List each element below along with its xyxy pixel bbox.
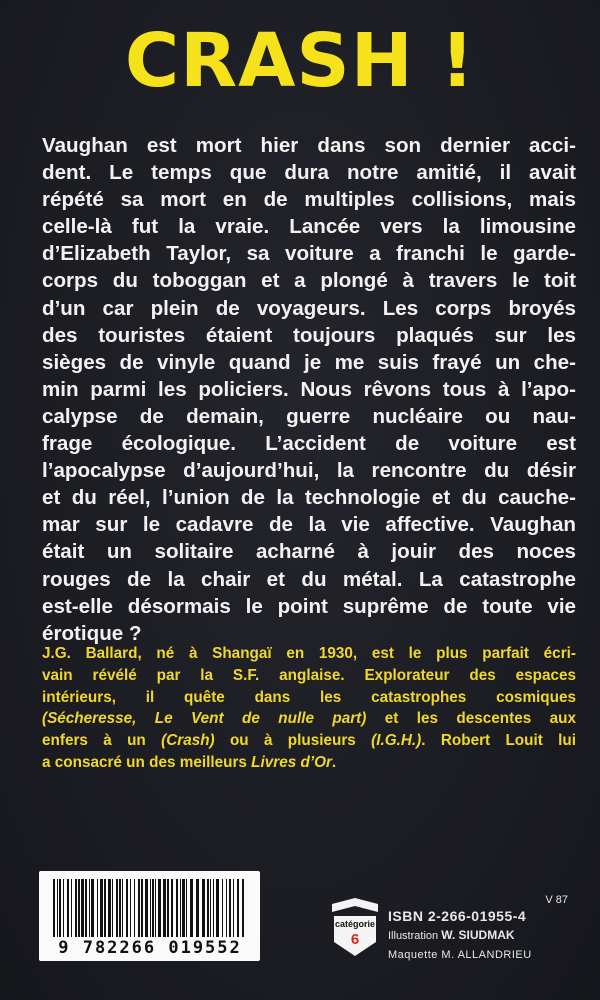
isbn: ISBN 2-266-01955-4 [388,908,527,924]
barcode-bar [112,879,113,937]
barcode-bar [122,879,123,937]
barcode-bar [196,879,199,937]
barcode [39,871,260,961]
illustration-credit [388,926,568,946]
blurb-line: Vaughan est mort hier dans son dernier acci- [42,134,576,157]
blurb-line: frage écologique. L’accident de voiture est [42,432,576,456]
illustration-label: Illustration [388,930,439,942]
blurb-line: calypse de demain, guerre nucléaire ou nau- [42,404,576,428]
barcode-bar [176,879,178,937]
blurb-line: min parmi les policiers. Nous rêvons tous à l’apo- [42,377,576,401]
barcode-bar [53,879,55,937]
barcode-bar [145,879,148,937]
blurb-line: sièges de vinyle quand je me suis frayé un che- [42,350,576,374]
blurb-line: érotique ? [42,621,142,645]
blurb-line: et du réel, l’union de la technologie et du cauche- [42,486,576,510]
barcode-bar [97,879,98,937]
barcode-bar [202,879,205,937]
maquette-credit: Maquette M. ALLANDRIEU [388,949,532,961]
barcode-bar [167,879,169,937]
bio-line [42,730,576,752]
barcode-bar [163,879,166,937]
barcode-bar [242,879,244,937]
barcode-number: 9 782266 019552 [58,938,242,958]
barcode-bar [207,879,209,937]
bio-line: J.G. Ballard, né à Shangaï en 1930, est le plus parfait écri- [42,645,576,662]
blurb-line: rouges de la chair et du métal. La catastrophe [42,567,576,591]
book-reference: (Crash) [161,732,215,750]
barcode-bar [226,879,227,937]
bio-text: a consacré un des meilleurs [42,753,252,771]
bio-line [42,708,576,730]
barcode-bar [138,879,140,937]
illustrator-name: W. SIUDMAK [441,928,515,942]
barcode-bar [59,879,61,937]
barcode-bar [108,879,111,937]
barcode-bar [134,879,135,937]
barcode-bar [222,879,223,937]
blurb-line: mar sur le cadavre de la vie affective. Vaughan [42,513,576,537]
blurb-line: corps du toboggan et a plongé à travers le toit [42,269,576,293]
book-reference: Livres d’Or [251,753,332,771]
book-reference: (I.G.H.) [371,732,422,750]
barcode-bar [233,879,234,937]
bio-text: . Robert Louit lui [421,732,577,750]
barcode-bar [67,879,69,937]
barcode-bar [158,879,161,937]
barcode-bar [126,879,128,937]
barcode-bar [78,879,80,937]
barcode-bar [213,879,214,937]
blurb-text [42,132,576,647]
barcode-bar [104,879,106,937]
barcode-bar [229,879,231,937]
barcode-bar [171,879,173,937]
bio-line: vain révélé par la S.F. anglaise. Explorateur des espaces [42,666,576,684]
bio-text: . [331,753,337,771]
barcode-bar [119,879,121,937]
bio-text: ou à plusieurs [214,732,372,750]
barcode-bar [141,879,143,937]
barcode-bar [210,879,211,937]
barcode-bar [155,879,156,937]
bio-text: enfers à un [42,732,162,750]
barcode-bar [81,879,84,937]
barcode-bar [182,879,185,937]
barcode-bar [180,879,181,937]
bio-line: intérieurs, il quête dans les catastrophes cosmiques [42,688,576,706]
blurb-line: était un solitaire acharné à jouir des noces [42,540,576,564]
author-bio [42,643,576,774]
blurb-line: dent. Le temps que dura notre amitié, il avait [42,161,576,185]
barcode-bar [237,879,239,937]
barcode-bar [152,879,154,937]
blurb-line: des touristes étaient toujours plaqués sur les [42,323,576,347]
barcode-bar [186,879,187,937]
category-label: catégorie [334,919,376,929]
barcode-bar [190,879,193,937]
reference-code: V 87 [545,894,568,906]
barcode-bar [75,879,77,937]
barcode-bar [71,879,72,937]
blurb-line: l’apocalypse d’aujourd’hui, la rencontre du désir [42,459,576,483]
barcode-bar [116,879,118,937]
barcode-bar [216,879,219,937]
barcode-bar [150,879,151,937]
barcode-bar [91,879,94,937]
blurb-line: d’un car plein de voyageurs. Les corps broyés [42,296,576,320]
barcode-bar [85,879,87,937]
blurb-line: d’Elizabeth Taylor, sa voiture a franchi le garde- [42,242,576,266]
barcode-bar [89,879,90,937]
blurb-line: celle-là fut la vraie. Lancée vers la limousine [42,215,576,239]
category-badge [332,898,378,958]
barcode-bar [57,879,58,937]
barcode-bar [100,879,103,937]
book-title: CRASH ! [124,18,476,104]
bio-text: et les descentes aux [366,710,576,728]
publisher-info [388,893,568,965]
barcode-bar [130,879,131,937]
category-number: 6 [350,931,360,948]
blurb-line: est-elle désormais le point suprême de toute vie [42,594,576,618]
bio-line [42,752,576,774]
barcode-bar [63,879,64,937]
blurb-line: répété sa mort en de multiples collisions, mais [42,188,576,212]
book-reference: (Sécheresse, Le Vent de nulle part) [42,710,367,728]
